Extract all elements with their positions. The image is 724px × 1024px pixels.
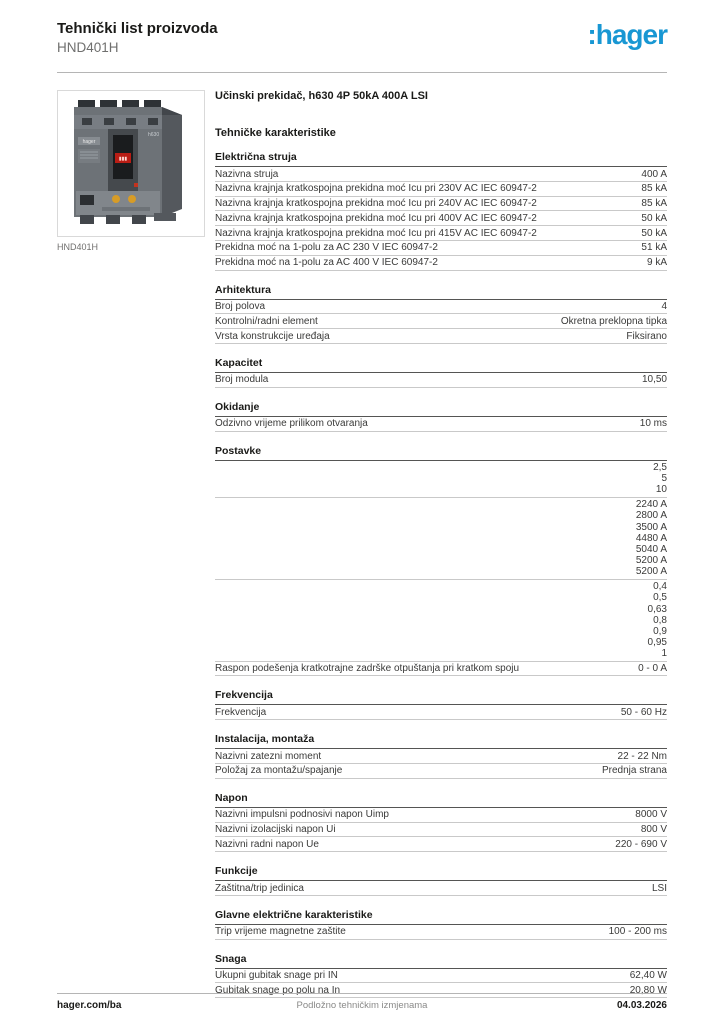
spec-label: Položaj za montažu/spajanje <box>215 765 343 777</box>
spec-row <box>215 197 667 212</box>
product-code: HND401H <box>57 40 119 55</box>
spec-section <box>215 909 667 940</box>
spec-section-title: Postavke <box>215 445 667 461</box>
spec-label: Raspon podešenja kratkotrajne zadrške otpuštanja pri kratkom spoju <box>215 663 520 675</box>
spec-label: Odzivno vrijeme prilikom otvaranja <box>215 418 368 430</box>
spec-row <box>215 705 667 720</box>
spec-label: Broj modula <box>215 374 269 386</box>
spec-section <box>215 357 667 388</box>
spec-section <box>215 733 667 779</box>
spec-label: Nazivna krajnja kratkospojna prekidna moć Icu pri 415V AC IEC 60947-2 <box>215 227 537 239</box>
spec-section <box>215 792 667 852</box>
svg-text:▮▮▮: ▮▮▮ <box>118 156 128 162</box>
product-image-caption: HND401H <box>57 242 99 252</box>
footer-divider <box>57 993 667 994</box>
spec-row <box>215 329 667 344</box>
spec-section <box>215 401 667 432</box>
svg-text:h630: h630 <box>148 132 160 138</box>
spec-section-title: Okidanje <box>215 401 667 417</box>
spec-value: 8000 V <box>635 809 667 821</box>
footer-website: hager.com/ba <box>57 1000 122 1011</box>
spec-value: 50 kA <box>641 212 667 224</box>
hager-logo: :hager <box>587 19 667 50</box>
footer <box>57 1000 667 1011</box>
spec-label: Nazivni izolacijski napon Ui <box>215 824 336 835</box>
spec-section <box>215 151 667 271</box>
spec-label: Frekvencija <box>215 706 267 718</box>
spec-value: 9 kA <box>646 257 667 269</box>
spec-value: 85 kA <box>641 183 667 195</box>
main-content <box>215 90 667 998</box>
spec-row <box>215 498 667 580</box>
spec-label: Prekidna moć na 1-polu za AC 230 V IEC 60947-2 <box>215 242 438 254</box>
spec-row <box>215 300 667 315</box>
spec-value: 20,80 W <box>629 984 667 996</box>
spec-label: Nazivna krajnja kratkospojna prekidna moć Icu pri 240V AC IEC 60947-2 <box>215 198 537 210</box>
spec-label: Ukupni gubitak snage pri IN <box>215 970 338 982</box>
spec-row <box>215 211 667 226</box>
spec-value: 22 - 22 Nm <box>617 750 667 762</box>
spec-row <box>215 983 667 998</box>
spec-value: 62,40 W <box>629 970 667 982</box>
spec-row <box>215 241 667 256</box>
spec-row <box>215 823 667 838</box>
spec-label: Zaštitna/trip jedinica <box>215 882 304 894</box>
spec-section <box>215 284 667 344</box>
spec-value: 400 A <box>641 168 667 180</box>
spec-label: Nazivna krajnja kratkospojna prekidna moć Icu pri 400V AC IEC 60947-2 <box>215 212 537 224</box>
spec-section-title: Arhitektura <box>215 284 667 300</box>
spec-row <box>215 925 667 940</box>
spec-row <box>215 256 667 271</box>
spec-value: 800 V <box>640 824 667 835</box>
spec-value: 100 - 200 ms <box>608 926 667 938</box>
spec-label: Prekidna moć na 1-polu za AC 400 V IEC 60947-2 <box>215 257 438 269</box>
spec-value: 10 ms <box>639 418 667 430</box>
spec-section-title: Snaga <box>215 953 667 969</box>
spec-value: 4 <box>661 301 667 313</box>
spec-label: Kontrolni/radni element <box>215 315 318 327</box>
document-title: Tehnički list proizvoda <box>57 20 218 37</box>
header-divider <box>57 72 667 73</box>
spec-value: 85 kA <box>641 198 667 210</box>
spec-value: 50 kA <box>641 227 667 239</box>
spec-section <box>215 865 667 896</box>
spec-row <box>215 662 667 677</box>
spec-section-title: Električna struja <box>215 151 667 167</box>
spec-row <box>215 580 667 662</box>
spec-row <box>215 461 667 498</box>
product-image-frame <box>57 90 205 237</box>
spec-row <box>215 749 667 764</box>
footer-date: 04.03.2026 <box>616 1000 667 1011</box>
spec-label: Nazivni radni napon Ue <box>215 838 319 850</box>
spec-row <box>215 837 667 852</box>
spec-label: Vrsta konstrukcije uređaja <box>215 330 330 342</box>
spec-value: 220 - 690 V <box>615 838 667 850</box>
spec-value: 0,4 0,5 0,63 0,8 0,9 0,95 1 <box>647 581 667 660</box>
spec-value: 50 - 60 Hz <box>620 706 667 718</box>
characteristics-table <box>215 151 667 998</box>
header <box>57 20 667 56</box>
spec-section <box>215 445 667 677</box>
spec-row <box>215 182 667 197</box>
characteristics-heading: Tehničke karakteristike <box>215 127 336 139</box>
spec-label: Nazivna krajnja kratkospojna prekidna moć Icu pri 230V AC IEC 60947-2 <box>215 183 537 195</box>
spec-section <box>215 689 667 720</box>
spec-value: Prednja strana <box>601 765 667 777</box>
spec-row <box>215 881 667 896</box>
spec-section-title: Glavne električne karakteristike <box>215 909 667 925</box>
circuit-breaker-image <box>58 91 204 236</box>
spec-value: Okretna preklopna tipka <box>560 315 667 327</box>
spec-row <box>215 373 667 388</box>
spec-label: Broj polova <box>215 301 266 313</box>
spec-label: Nazivna struja <box>215 168 279 180</box>
spec-value: Fiksirano <box>626 330 667 342</box>
svg-text:hager: hager <box>82 139 96 145</box>
spec-value: 2,5 5 10 <box>653 462 667 496</box>
spec-value: 10,50 <box>641 374 667 386</box>
spec-row <box>215 167 667 182</box>
spec-row <box>215 226 667 241</box>
spec-section-title: Napon <box>215 792 667 808</box>
spec-section <box>215 953 667 999</box>
spec-value: 0 - 0 A <box>638 663 667 675</box>
spec-value: LSI <box>651 882 667 894</box>
spec-label: Nazivni impulsni podnosivi napon Uimp <box>215 809 389 821</box>
spec-label: Gubitak snage po polu na In <box>215 984 341 996</box>
spec-label: Nazivni zatezni moment <box>215 750 322 762</box>
spec-value: 51 kA <box>641 242 667 254</box>
spec-label: Trip vrijeme magnetne zaštite <box>215 926 346 938</box>
spec-row <box>215 764 667 779</box>
spec-section-title: Frekvencija <box>215 689 667 705</box>
footer-note: Podložno tehničkim izmjenama <box>296 1000 428 1011</box>
spec-row <box>215 314 667 329</box>
spec-section-title: Kapacitet <box>215 357 667 373</box>
product-title: Učinski prekidač, h630 4P 50kA 400A LSI <box>215 90 428 102</box>
spec-section-title: Funkcije <box>215 865 667 881</box>
spec-row <box>215 808 667 823</box>
spec-value: 2240 A 2800 A 3500 A 4480 A 5040 A 5200 A 5200 A <box>635 499 667 578</box>
spec-row <box>215 417 667 432</box>
spec-section-title: Instalacija, montaža <box>215 733 667 749</box>
spec-row <box>215 969 667 984</box>
